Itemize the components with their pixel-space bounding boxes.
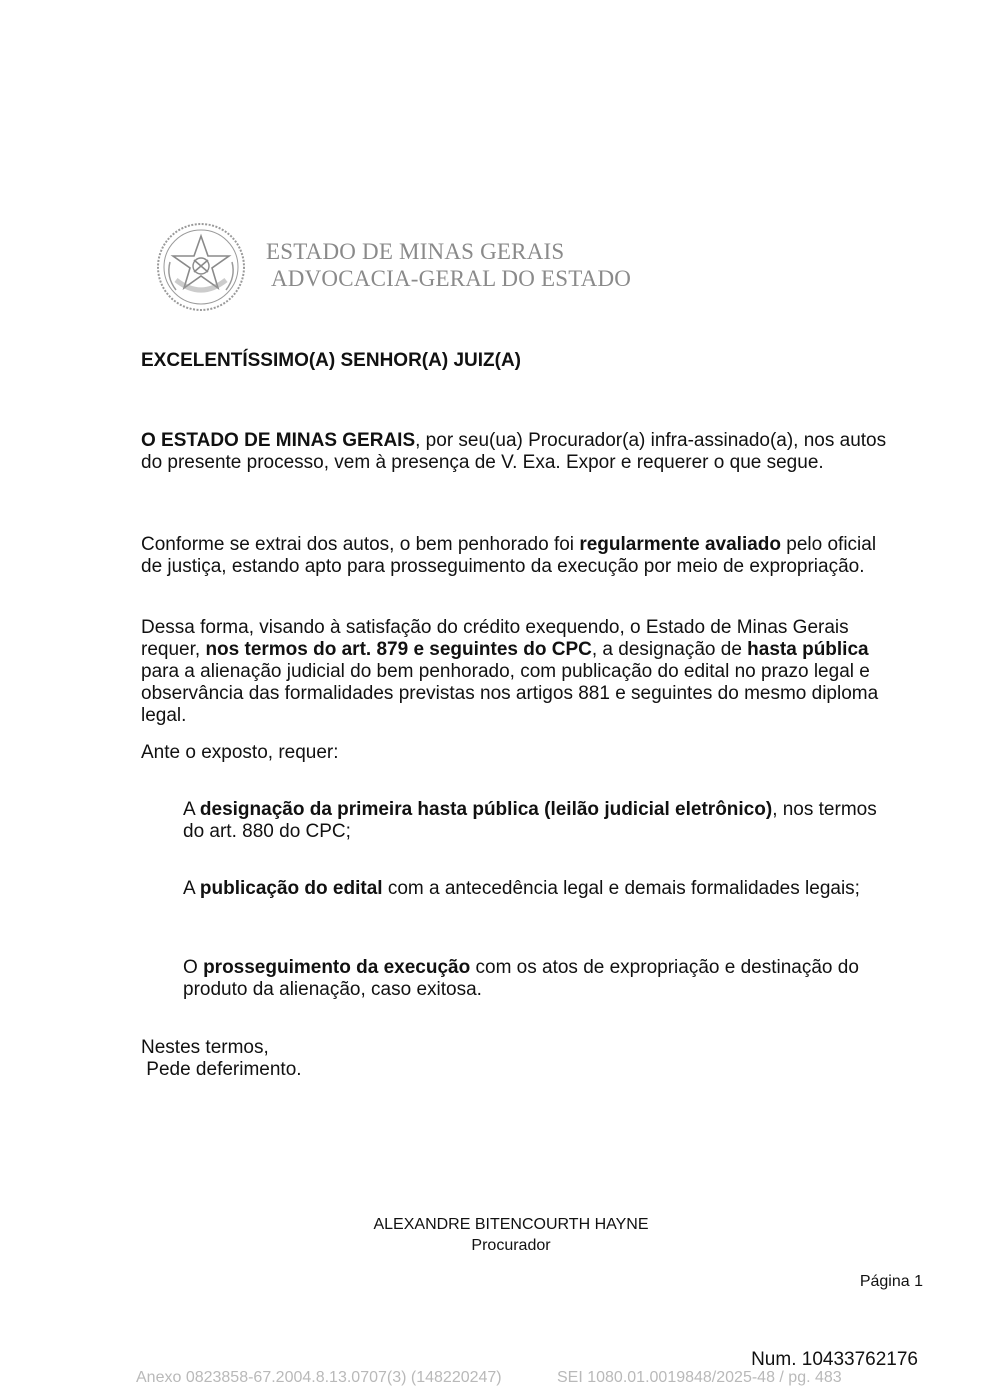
closing-line-2: Pede deferimento. bbox=[141, 1059, 302, 1080]
request-bold-1: nos termos do art. 879 e seguintes do CPC bbox=[205, 639, 592, 660]
evaluation-paragraph bbox=[141, 534, 901, 578]
signer-title: Procurador bbox=[471, 1237, 551, 1254]
request-item-2-text-1: A bbox=[183, 878, 200, 899]
intro-paragraph bbox=[141, 430, 901, 474]
request-item bbox=[183, 957, 903, 1001]
request-item-2-bold: publicação do edital bbox=[199, 878, 383, 899]
letterhead-agency-name: ADVOCACIA-GERAL DO ESTADO bbox=[271, 266, 632, 291]
request-paragraph bbox=[141, 617, 901, 727]
request-text-3: para a alienação judicial do bem penhorado, com publicação do edital no prazo legal e observância das formalidades previstas nos artigos 881 e seguintes do mesmo diploma legal. bbox=[141, 661, 879, 726]
request-item bbox=[183, 878, 903, 900]
request-item-3-text-2: com os atos de expropriação e destinação do produto da alienação, caso exitosa. bbox=[183, 957, 859, 1000]
signer-name: ALEXANDRE BITENCOURTH HAYNE bbox=[373, 1216, 649, 1233]
letterhead bbox=[266, 238, 631, 292]
closing-line-1: Nestes termos, bbox=[141, 1037, 269, 1058]
request-item bbox=[183, 799, 903, 843]
request-item-3-text-1: O bbox=[183, 957, 204, 978]
footer-annex-reference: Anexo 0823858-67.2004.8.13.0707(3) (148220247) bbox=[136, 1369, 502, 1386]
intro-text: , por seu(ua) Procurador(a) infra-assinado(a), nos autos do presente processo, vem à presença de V. Exa. Expor e requerer o que segue. bbox=[141, 430, 887, 473]
request-bold-2: hasta pública bbox=[747, 639, 869, 660]
conclusion-lead: Ante o exposto, requer: bbox=[141, 742, 339, 763]
evaluation-text-1: Conforme se extrai dos autos, o bem penhorado foi bbox=[141, 534, 580, 555]
request-text-2: , a designação de bbox=[591, 639, 748, 660]
evaluation-bold: regularmente avaliado bbox=[579, 534, 782, 555]
request-item-1-text-2: , nos termos do art. 880 do CPC; bbox=[183, 799, 877, 842]
addressee-heading: EXCELENTÍSSIMO(A) SENHOR(A) JUIZ(A) bbox=[141, 350, 521, 371]
document-number: Num. 10433762176 bbox=[751, 1349, 918, 1370]
footer-sei-reference: SEI 1080.01.0019848/2025-48 / pg. 483 bbox=[557, 1369, 842, 1386]
evaluation-text-2: pelo oficial de justiça, estando apto para prosseguimento da execução por meio de expropriação. bbox=[141, 534, 877, 577]
coat-of-arms-seal-icon bbox=[156, 222, 246, 312]
request-item-1-bold: designação da primeira hasta pública (leilão judicial eletrônico) bbox=[199, 799, 773, 820]
letterhead-state-name: ESTADO DE MINAS GERAIS bbox=[266, 239, 565, 264]
intro-bold: O ESTADO DE MINAS GERAIS bbox=[141, 430, 416, 451]
request-item-1-text-1: A bbox=[183, 799, 200, 820]
signature-block bbox=[306, 1214, 716, 1256]
request-item-2-text-2: com a antecedência legal e demais formalidades legais; bbox=[382, 878, 860, 899]
request-text-1: Dessa forma, visando à satisfação do crédito exequendo, o Estado de Minas Gerais requer, bbox=[141, 617, 849, 660]
request-item-3-bold: prosseguimento da execução bbox=[203, 957, 471, 978]
page-number: Página 1 bbox=[859, 1273, 923, 1290]
closing-block bbox=[141, 1037, 302, 1081]
